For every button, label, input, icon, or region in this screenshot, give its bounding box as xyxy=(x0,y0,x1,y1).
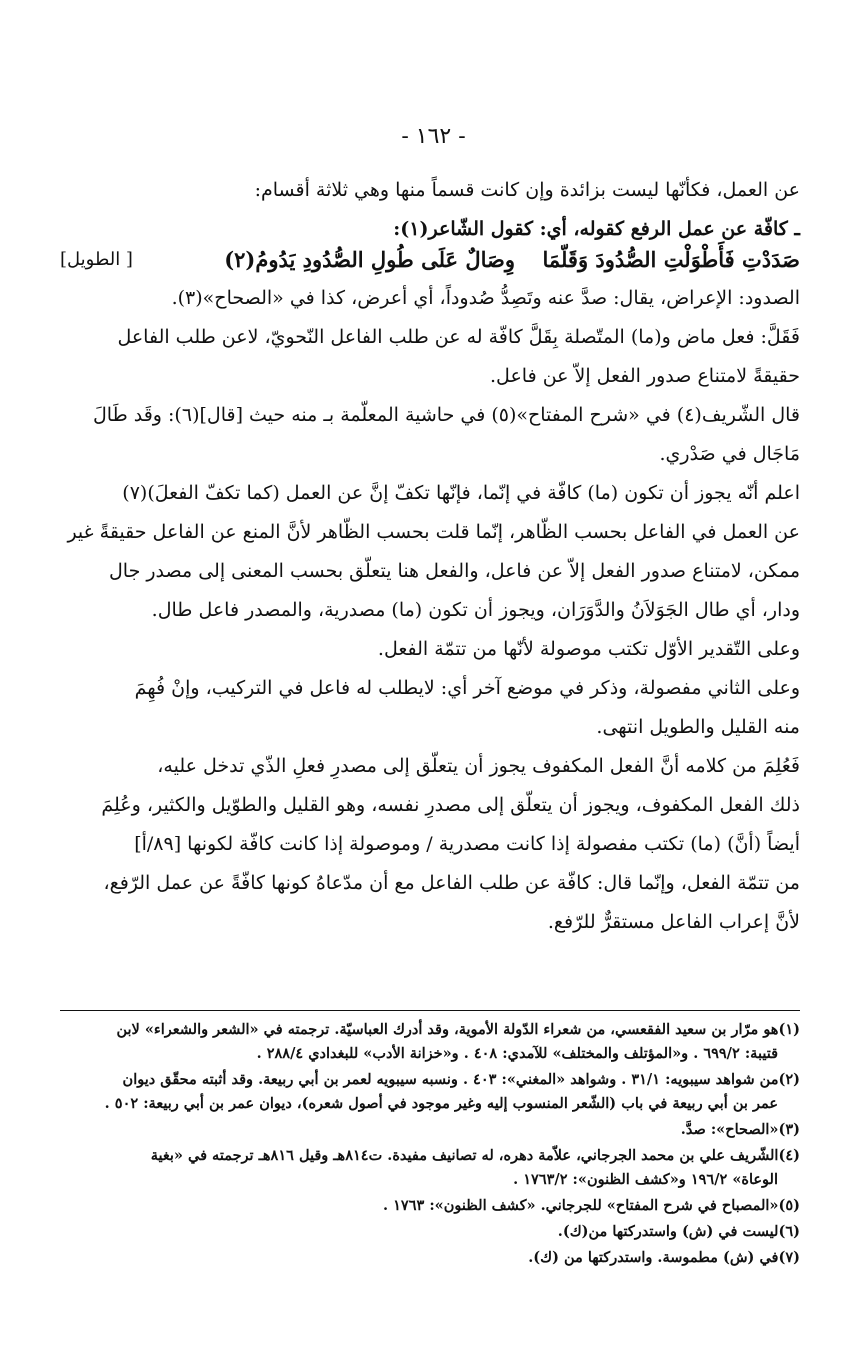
verse-meter: [ الطويل] xyxy=(60,249,133,270)
footnotes xyxy=(60,1018,800,1272)
text-line: ممكن، لامتناع صدور الفعل إلاّ عن فاعل، والفعل هنا يتعلّق بحسب المعنى إلى مصدر جال xyxy=(108,560,800,582)
text-line: منه القليل والطويل انتهى. xyxy=(596,716,800,738)
footnote-text: (١)هو مرّار بن سعيد الفقعسي، من شعراء الدّولة الأموية، وقد أدرك العباسيّة. ترجمته في «الشعر والشعراء» لابن xyxy=(116,1021,800,1038)
text-line: وعلى الثاني مفصولة، وذكر في موضع آخر أي: لايطلب له فاعل في التركيب، وإنْ فُهِمَ xyxy=(134,677,800,699)
footnote-text: (٢)من شواهد سيبويه: ٣١/١ . وشواهد «المغني»: ٤٠٣ . ونسبه سيبويه لعمر بن أبي ربيعة. وقد أثبته محقّق ديوان xyxy=(122,1071,800,1088)
footnote-separator xyxy=(60,1010,800,1011)
footnote xyxy=(60,1118,800,1142)
footnote xyxy=(60,1144,800,1192)
text-line: اعلم أنّه يجوز أن تكون (ما) كافّة في إنّما، فإنّها تكفّ إنَّ عن العمل (كما تكفّ الفعلَ)(٧) xyxy=(122,482,800,504)
text-line: مَاجَال في صَدْري. xyxy=(659,443,800,465)
text-line: عن العمل، فكأنّها ليست بزائدة وإن كانت قسماً منها وهي ثلاثة أقسام: xyxy=(254,179,800,201)
page-number: - ١٦٢ - xyxy=(401,124,466,149)
verse-hemistich-second: وِصَالٌ عَلَى طُولِ الصُّدُودِ يَدُومُ(٢) xyxy=(224,247,515,272)
text-line: فَقَلَّ: فعل ماض و(ما) المتّصلة بِقَلَّ كافّة له عن طلب الفاعل النّحويّ، لاعن طلب الفاعل xyxy=(117,326,800,348)
footnote xyxy=(60,1018,800,1066)
footnote-text: (٤)الشّريف علي بن محمد الجرجاني، علاّمة دهره، له تصانيف مفيدة. ت٨١٤هـ وقيل ٨١٦هـ ترجمته في «بغية xyxy=(150,1147,800,1164)
footnote-text: (٧)في (ش) مطموسة. واستدركتها من (ك). xyxy=(528,1249,800,1266)
footnote-text: (٥)«المصباح في شرح المفتاح» للجرجاني. «كشف الظنون»: ١٧٦٣ . xyxy=(383,1197,800,1214)
text-line: وعلى التّقدير الأوّل تكتب موصولة لأنّها من تتمّة الفعل. xyxy=(377,638,800,660)
text-line: الصدود: الإعراض، يقال: صدَّ عنه وتَصِدُّ صُدوداً، أي أعرض، كذا في «الصحاح»(٣). xyxy=(171,287,800,309)
text-line: فَعُلِمَ من كلامه أنَّ الفعل المكفوف يجوز أن يتعلّق إلى مصدرِ فعلِ الذّي تدخل عليه، xyxy=(157,755,800,777)
text-line: ـ كافّة عن عمل الرفع كقوله، أي: كقول الشّاعر(١): xyxy=(393,218,800,240)
text-line: ودار، أي طال الجَوَلاَنُ والدَّوَرَان، ويجوز أن تكون (ما) مصدرية، والمصدر فاعل طال. xyxy=(151,599,800,621)
footnote-continuation: الوعاة» ١٩٦/٢ و«كشف الظنون»: ١٧٦٣/٢ . xyxy=(513,1171,778,1188)
text-line: عن العمل في الفاعل بحسب الظّاهر، إنّما قلت بحسب الظّاهر لأنَّ المنع عن الفاعل حقيقةً غير xyxy=(67,521,800,543)
main-text xyxy=(60,178,800,935)
poem-verse xyxy=(60,246,800,282)
text-line: حقيقةً لامتناع صدور الفعل إلاّ عن فاعل. xyxy=(490,365,800,387)
footnote xyxy=(60,1220,800,1244)
text-line: أيضاً (أنَّ) (ما) تكتب مفصولة إذا كانت مصدرية / وموصولة إذا كانت كافّة لكونها [٨٩/أ] xyxy=(134,833,800,855)
text-line: لأنَّ إعراب الفاعل مستقرٌّ للرّفع. xyxy=(547,911,800,933)
text-line: ذلك الفعل المكفوف، ويجوز أن يتعلّق إلى مصدرِ نفسه، وهو القليل والطوّيل والكثير، وعُلِمَ xyxy=(101,794,800,816)
footnote xyxy=(60,1194,800,1218)
footnote-continuation: قتيبة: ٦٩٩/٢ . و«المؤتلف والمختلف» للآمدي: ٤٠٨ . و«خزانة الأدب» للبغدادي ٢٨٨/٤ . xyxy=(256,1045,778,1062)
text-line: من تتمّة الفعل، وإنّما قال: كافّة عن طلب الفاعل مع أن مدّعاهُ كونها كافّةً عن عمل الرّفع، xyxy=(103,872,800,894)
footnote-text: (٣)«الصحاح»: صدَّ. xyxy=(680,1121,800,1138)
text-line: قال الشّريف(٤) في «شرح المفتاح»(٥) في حاشية المعلّمة بـ منه حيث [قال](٦): وقَد طَالَ xyxy=(93,404,800,426)
verse-hemistich-first: صَدَدْتِ فَأَطْوَلْتِ الصُّدُودَ وَقَلّمَا xyxy=(542,247,800,272)
footnote-text: (٦)ليست في (ش) واستدركتها من(ك). xyxy=(557,1223,800,1240)
footnote xyxy=(60,1246,800,1270)
footnote xyxy=(60,1068,800,1116)
footnote-continuation: عمر بن أبي ربيعة في باب (الشّعر المنسوب إليه وغير موجود في أصول شعره)، ديوان عمر بن أبي ربيعة: ٥٠٢ . xyxy=(104,1095,778,1112)
